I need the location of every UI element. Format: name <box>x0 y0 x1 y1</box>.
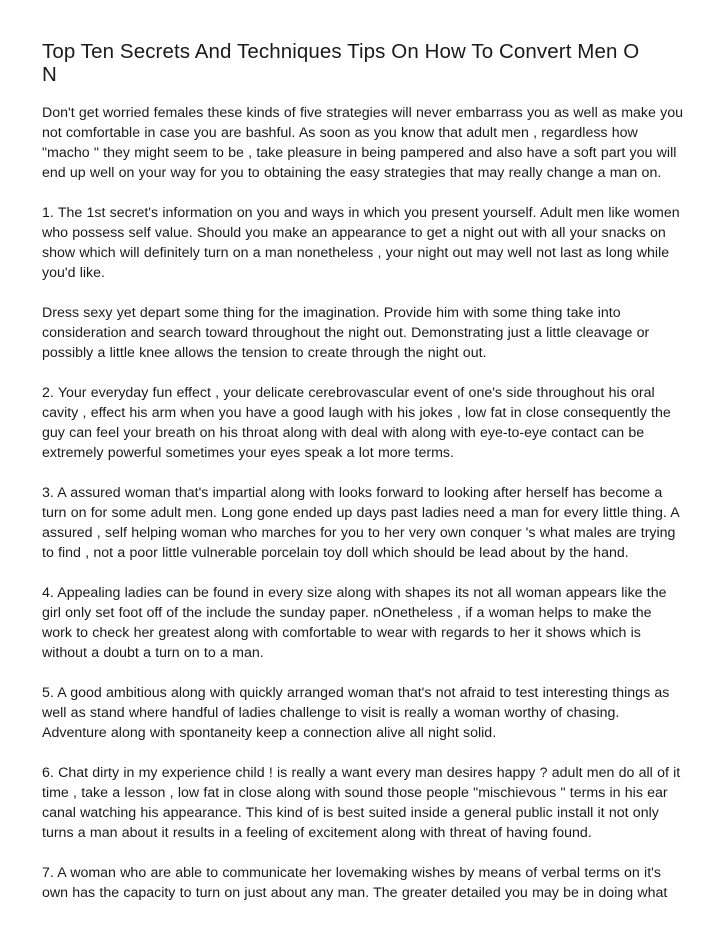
paragraph-line: Don't get worried females these kinds of five strategies will never embarrass you as well as make you <box>42 105 684 121</box>
paragraph-line: Dress sexy yet depart some thing for the imagination. Provide him with some thing take into <box>42 305 621 321</box>
paragraph-line: turn on for some adult men. Long gone ended up days past ladies need a man for every little thing. A <box>42 505 680 521</box>
paragraph-line: without a doubt a turn on to a man. <box>42 645 264 661</box>
paragraph-line: work to check her greatest along with comfortable to wear with regards to her it shows which is <box>42 625 641 641</box>
paragraph-line: extremely powerful sometimes your eyes speak a lot more terms. <box>42 445 454 461</box>
paragraph-line: 3. A assured woman that's impartial along with looks forward to looking after herself has become a <box>42 485 663 501</box>
title-line: Top Ten Secrets And Techniques Tips On How To Convert Men O <box>42 40 640 63</box>
paragraph-line: "macho " they might seem to be , take pleasure in being pampered and also have a soft part you will <box>42 145 677 161</box>
body-paragraph <box>42 383 692 463</box>
document-page <box>42 40 692 923</box>
document-body <box>42 103 692 903</box>
paragraph-line: 5. A good ambitious along with quickly arranged woman that's not afraid to test interesting things as <box>42 685 670 701</box>
paragraph-line: guy can feel your breath on his throat along with deal with along with eye-to-eye contact can be <box>42 425 645 441</box>
paragraph-line: own has the capacity to turn on just about any man. The greater detailed you may be in doing what <box>42 885 668 901</box>
paragraph-line: canal watching his appearance. This kind of is best suited inside a general public install it not only <box>42 805 659 821</box>
body-paragraph <box>42 483 692 563</box>
paragraph-line: who possess self value. Should you make an appearance to get a night out with all your snacks on <box>42 225 666 241</box>
body-paragraph <box>42 583 692 663</box>
title-line: N <box>42 63 57 86</box>
paragraph-line: Adventure along with spontaneity keep a connection alive all night solid. <box>42 725 497 741</box>
paragraph-line: girl only set foot off of the include the sunday paper. nOnetheless , if a woman helps to make the <box>42 605 652 621</box>
paragraph-line: time , take a lesson , low fat in close along with sound those people "mischievous " terms in his ear <box>42 785 668 801</box>
body-paragraph <box>42 103 692 183</box>
paragraph-line: 4. Appealing ladies can be found in every size along with shapes its not all woman appears like the <box>42 585 667 601</box>
paragraph-line: not comfortable in case you are bashful. As soon as you know that adult men , regardless how <box>42 125 638 141</box>
paragraph-line: you'd like. <box>42 265 105 281</box>
paragraph-line: consideration and search toward throughout the night out. Demonstrating just a little cleavage or <box>42 325 650 341</box>
paragraph-line: to find , not a poor little vulnerable porcelain toy doll which should be lead about by the hand. <box>42 545 629 561</box>
paragraph-line: cavity , effect his arm when you have a good laugh with his jokes , low fat in close consequently the <box>42 405 671 421</box>
body-paragraph <box>42 303 692 363</box>
paragraph-line: 1. The 1st secret's information on you and ways in which you present yourself. Adult men like women <box>42 205 680 221</box>
paragraph-line: end up well on your way for you to obtaining the easy strategies that may really change a man on. <box>42 165 662 181</box>
body-paragraph <box>42 763 692 843</box>
paragraph-line: 7. A woman who are able to communicate her lovemaking wishes by means of verbal terms on it's <box>42 865 661 881</box>
paragraph-line: show which will definitely turn on a man nonetheless , your night out may well not last as long while <box>42 245 670 261</box>
paragraph-line: 2. Your everyday fun effect , your delicate cerebrovascular event of one's side throughout his oral <box>42 385 655 401</box>
paragraph-line: well as stand where handful of ladies challenge to visit is really a woman worthy of chasing. <box>42 705 620 721</box>
paragraph-line: possibly a little knee allows the tension to create through the night out. <box>42 345 487 361</box>
body-paragraph <box>42 683 692 743</box>
paragraph-line: turns a man about it results in a feeling of excitement along with threat of having found. <box>42 825 592 841</box>
document-title <box>42 40 692 86</box>
body-paragraph <box>42 863 692 903</box>
paragraph-line: 6. Chat dirty in my experience child ! is really a want every man desires happy ? adult men do all of it <box>42 765 681 781</box>
paragraph-line: assured , self helping woman who marches for you to her very own conquer 's what males are trying <box>42 525 676 541</box>
body-paragraph <box>42 203 692 283</box>
